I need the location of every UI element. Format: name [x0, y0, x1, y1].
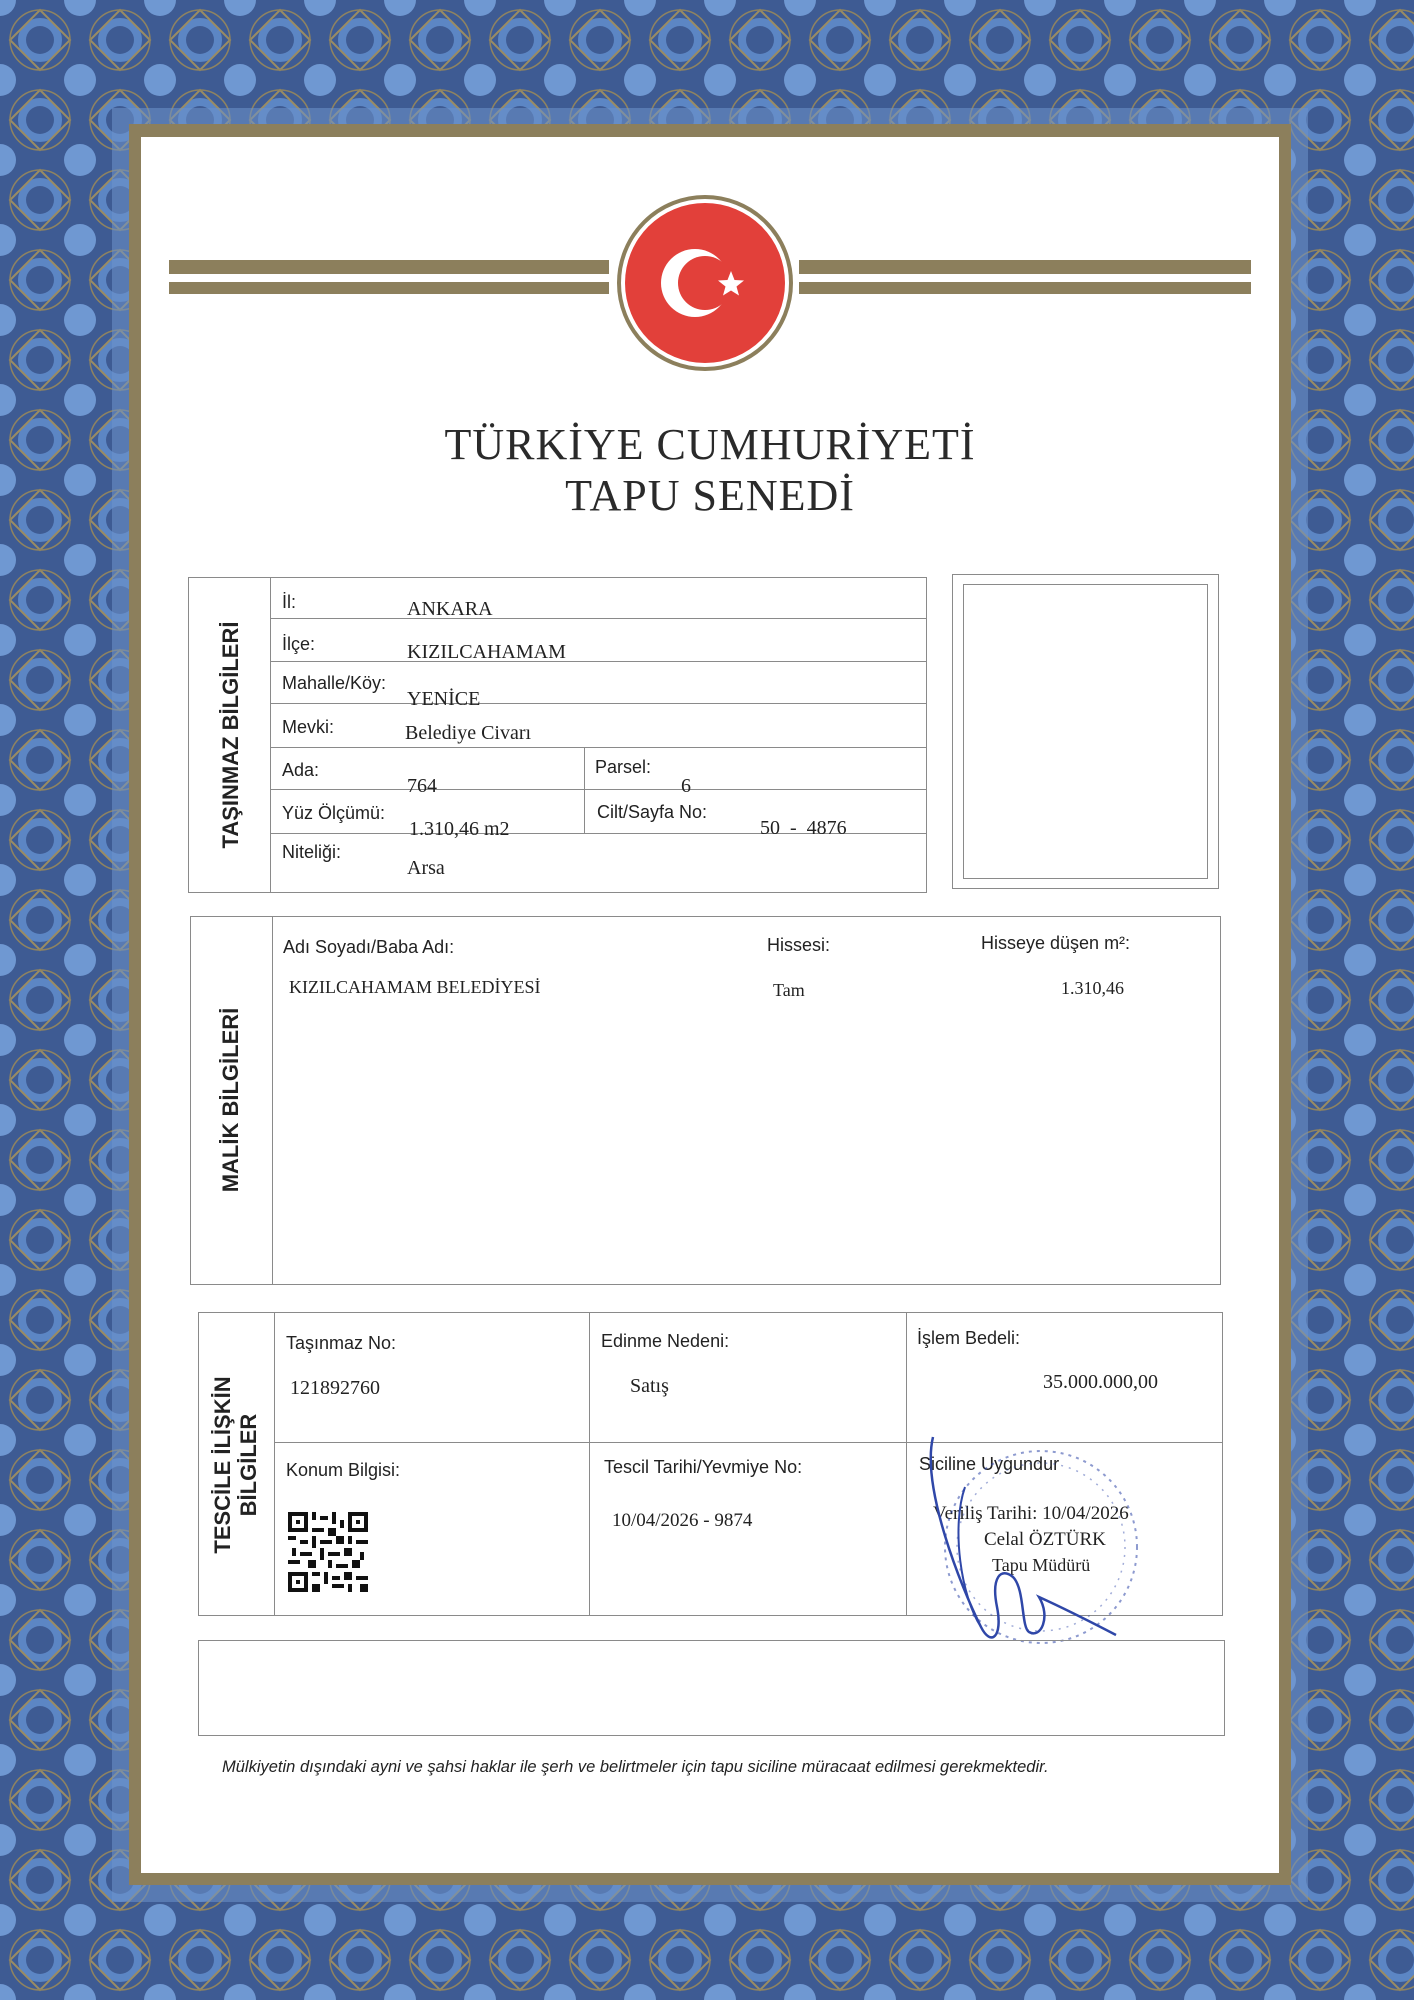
header-stripes-right [799, 260, 1251, 274]
title-line-1: TÜRKİYE CUMHURİYETİ [444, 420, 976, 469]
tasinmaz-no-value: 121892760 [290, 1377, 380, 1399]
tasinmaz-no-label: Taşınmaz No: [286, 1333, 397, 1353]
nitelik-value: Arsa [407, 857, 445, 879]
photo-box-inner [963, 584, 1208, 879]
il-value: ANKARA [407, 598, 493, 620]
registration-label-line-2: BİLGİLER [236, 1413, 261, 1517]
owner-area-label: Hisseye düşen m²: [981, 933, 1131, 953]
ada-value: 764 [407, 775, 437, 797]
official-title: Tapu Müdürü [992, 1555, 1091, 1575]
bedel-label: İşlem Bedeli: [917, 1328, 1021, 1348]
bedel-value: 35.000.000,00 [1043, 1371, 1158, 1393]
deed-paper [141, 137, 1279, 1873]
nitelik-label: Niteliği: [282, 842, 342, 862]
ilce-value: KIZILCAHAMAM [407, 641, 566, 663]
yuz-olcumu-value: 1.310,46 m2 [409, 818, 510, 840]
registration-section-label [210, 1315, 262, 1615]
mevki-label: Mevki: [282, 717, 335, 737]
owner-name-label: Adı Soyadı/Baba Adı: [283, 937, 455, 957]
verilis-date: Veriliş Tarihi: 10/04/2026 [933, 1503, 1129, 1524]
ada-label: Ada: [282, 760, 320, 780]
ilce-label: İlçe: [282, 634, 316, 654]
title-line-2: TAPU SENEDİ [565, 471, 855, 520]
owner-section [190, 916, 1221, 1285]
owner-name-value: KIZILCAHAMAM BELEDİYESİ [289, 977, 541, 997]
edinme-label: Edinme Nedeni: [601, 1331, 730, 1351]
sicil-label: Siciline Uygundur [919, 1454, 1060, 1474]
header-stripes-right-2 [799, 282, 1251, 294]
parsel-value: 6 [681, 775, 691, 797]
mevki-value: Belediye Civarı [405, 722, 532, 744]
qr-code-icon [288, 1511, 368, 1593]
owner-section-label: MALİK BİLGİLERİ [218, 1007, 243, 1193]
konum-label: Konum Bilgisi: [286, 1460, 401, 1480]
official-name: Celal ÖZTÜRK [984, 1529, 1106, 1550]
owner-share-label: Hissesi: [767, 935, 831, 955]
header-stripes-left [169, 260, 609, 274]
tescil-label: Tescil Tarihi/Yevmiye No: [604, 1457, 803, 1477]
tescil-value: 10/04/2026 - 9874 [612, 1510, 753, 1531]
footer-note: Mülkiyetin dışındaki ayni ve şahsi haklar ile şerh ve belirtmeler için tapu siciline müracaat edilmesi gerekmektedir. [222, 1758, 1049, 1776]
owner-share-value: Tam [773, 980, 805, 1000]
cilt-sayfa-label: Cilt/Sayfa No: [597, 802, 708, 822]
cilt-sayfa-value: 50 - 4876 [760, 817, 847, 839]
yuz-olcumu-label: Yüz Ölçümü: [282, 803, 386, 823]
property-section-label: TAŞINMAZ BİLGİLERİ [218, 621, 243, 849]
edinme-value: Satış [630, 1375, 669, 1397]
owner-area-value: 1.310,46 [1061, 978, 1124, 998]
il-label: İl: [282, 592, 297, 612]
mahalle-value: YENİCE [407, 688, 481, 710]
crescent-star-icon [615, 193, 795, 373]
annotations-box [198, 1640, 1225, 1736]
parsel-label: Parsel: [595, 757, 652, 777]
mahalle-label: Mahalle/Köy: [282, 673, 387, 693]
registration-label-line-1: TESCİLE İLİŞKİN [210, 1376, 235, 1554]
header-stripes-left-2 [169, 282, 609, 294]
